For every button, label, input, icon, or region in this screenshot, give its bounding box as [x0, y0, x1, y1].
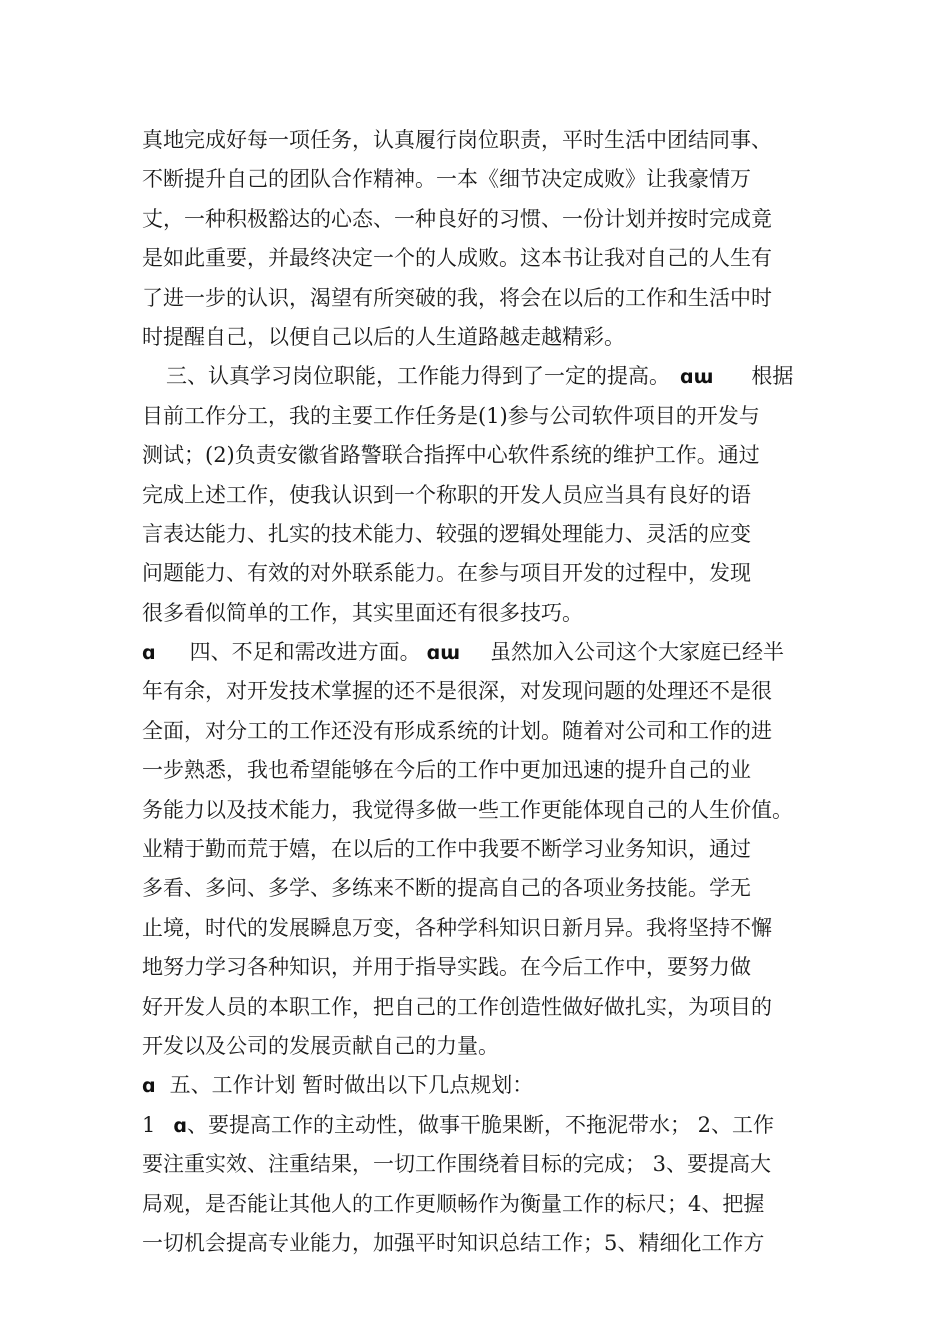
text-line: 不断提升自己的团队合作精神。一本《细节决定成败》让我豪情万: [142, 167, 751, 192]
section-heading-3: [142, 357, 810, 396]
text-line: 年有余，对开发技术掌握的还不是很深，对发现问题的处理还不是很: [142, 679, 772, 704]
text-line: 丈，一种积极豁达的心态、一种良好的习惯、一份计划并按时完成竟: [142, 206, 772, 231]
text-line: 完成上述工作，使我认识到一个称职的开发人员应当具有良好的语: [142, 482, 751, 507]
document-body: [142, 121, 810, 1263]
text-line: 要注重实效、注重结果，一切工作围绕着目标的完成； 3、要提高大: [142, 1152, 772, 1177]
heading-text: 五、工作计划 暂时做出以下几点规划：: [169, 1073, 534, 1098]
plan-line: [142, 1106, 810, 1145]
text-line: 时提醒自己，以便自己以后的人生道路越走越精彩。: [142, 324, 625, 349]
section-heading-4: [142, 633, 810, 672]
text-line: 地努力学习各种知识，并用于指导实践。在今后工作中，要努力做: [142, 955, 751, 980]
text-line: 真地完成好每一项任务，认真履行岗位职责，平时生活中团结同事、: [142, 128, 772, 152]
heading-text: 三、认真学习岗位职能，工作能力得到了一定的提高。: [166, 364, 670, 389]
text-span: 、要提高工作的主动性，做事干脆果断，不拖泥带水； 2、工作: [186, 1112, 775, 1137]
text-line: 问题能力、有效的对外联系能力。在参与项目开发的过程中，发现: [142, 561, 751, 586]
text-line: 业精于勤而荒于嬉，在以后的工作中我要不断学习业务知识，通过: [142, 837, 751, 862]
text-line: 务能力以及技术能力，我觉得多做一些工作更能体现自己的人生价值。: [142, 797, 793, 822]
text-line: 止境，时代的发展瞬息万变，各种学科知识日新月异。我将坚持不懈: [142, 915, 772, 940]
text-line: 开发以及公司的发展贡献自己的力量。: [142, 1033, 499, 1058]
text-line: 局观，是否能让其他人的工作更顺畅作为衡量工作的标尺；4、把握: [142, 1191, 765, 1216]
text-span: 虽然加入公司这个大家庭已经半: [490, 640, 785, 665]
text-line: 一步熟悉，我也希望能够在今后的工作中更加迅速的提升自己的业: [142, 758, 751, 783]
section-heading-5: [142, 1066, 810, 1105]
text-line: 了进一步的认识，渴望有所突破的我，将会在以后的工作和生活中时: [142, 285, 772, 310]
heading-text: 四、不足和需改进方面。: [189, 640, 421, 665]
text-line: 目前工作分工，我的主要工作任务是(1)参与公司软件项目的开发与: [142, 403, 760, 428]
paragraph-mark: ɑɯ: [680, 366, 714, 389]
plan-number: 1: [142, 1112, 156, 1137]
paragraph-mark: ɑ: [173, 1114, 187, 1137]
text-line: 是如此重要，并最终决定一个的人成败。这本书让我对自己的人生有: [142, 246, 772, 271]
text-span: 根据: [751, 364, 794, 389]
text-line: 言表达能力、扎实的技术能力、较强的逻辑处理能力、灵活的应变: [142, 521, 751, 546]
text-line: 多看、多问、多学、多练来不断的提高自己的各项业务技能。学无: [142, 876, 751, 901]
paragraph-mark: ɑɯ: [426, 642, 461, 665]
text-line: 很多看似简单的工作，其实里面还有很多技巧。: [142, 600, 583, 625]
paragraph-mark: ɑ: [142, 1075, 156, 1098]
text-line: 好开发人员的本职工作，把自己的工作创造性做好做扎实，为项目的: [142, 994, 772, 1019]
text-line: 全面，对分工的工作还没有形成系统的计划。随着对公司和工作的进: [142, 718, 772, 743]
paragraph-mark: ɑ: [142, 642, 156, 665]
text-line: 测试；(2)负责安徽省路警联合指挥中心软件系统的维护工作。通过: [142, 443, 760, 468]
text-line: 一切机会提高专业能力，加强平时知识总结工作；5、精细化工作方: [142, 1230, 765, 1255]
